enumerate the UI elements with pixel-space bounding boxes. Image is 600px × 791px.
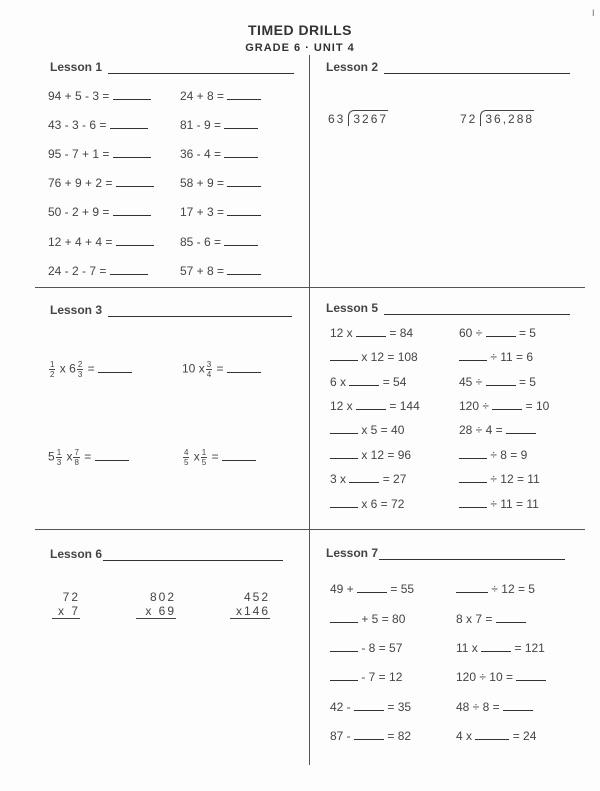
answer-blank[interactable] [516, 670, 546, 681]
answer-blank[interactable] [95, 450, 129, 461]
lesson-5-problem: 3 x = 27 [330, 472, 407, 486]
lesson-2-label: Lesson 2 [326, 60, 379, 74]
answer-blank[interactable] [330, 670, 358, 681]
lesson-1-problem: 17 + 3 = [180, 205, 261, 219]
answer-blank[interactable] [459, 350, 487, 361]
lesson-1-header [50, 60, 294, 74]
answer-blank[interactable] [496, 612, 526, 623]
lesson-7-problem: 42 - = 35 [330, 700, 412, 714]
lesson-1-problem: 76 + 9 + 2 = [48, 176, 154, 190]
lesson-5-problem: ÷ 8 = 9 [459, 448, 527, 462]
answer-blank[interactable] [224, 235, 258, 246]
lesson-5-name-line[interactable] [384, 302, 570, 315]
answer-blank[interactable] [349, 472, 379, 483]
answer-blank[interactable] [475, 729, 509, 740]
lesson-1-label: Lesson 1 [50, 60, 103, 74]
lesson-2-division-problem: 72 36,288 [460, 112, 535, 126]
lesson-3-label: Lesson 3 [50, 303, 103, 317]
answer-blank[interactable] [456, 582, 488, 593]
horizontal-divider-2 [35, 529, 585, 530]
lesson-2-division-problem: 63 3267 [328, 112, 389, 126]
vertical-divider [309, 55, 310, 765]
lesson-1-problem: 57 + 8 = [180, 264, 261, 278]
lesson-6-name-line[interactable] [103, 548, 283, 561]
lesson-7-problem: 4 x = 24 [456, 729, 537, 743]
lesson-7-name-line[interactable] [379, 547, 565, 560]
answer-blank[interactable] [227, 176, 261, 187]
lesson-1-problem: 24 - 2 - 7 = [48, 264, 148, 278]
answer-blank[interactable] [356, 326, 386, 337]
lesson-5-problem: 28 ÷ 4 = [459, 423, 536, 437]
answer-blank[interactable] [113, 147, 151, 158]
answer-blank[interactable] [354, 700, 384, 711]
answer-blank[interactable] [330, 350, 358, 361]
lesson-3-header [50, 303, 292, 317]
answer-blank[interactable] [224, 118, 258, 129]
answer-blank[interactable] [113, 89, 151, 100]
lesson-3-fraction-problem: $\frac{1}{2}$ x 6 $\frac{2}{3}$ = [48, 360, 132, 379]
lesson-5-problem: x 12 = 108 [330, 350, 418, 364]
lesson-2-name-line[interactable] [384, 61, 570, 74]
answer-blank[interactable] [116, 235, 154, 246]
lesson-7-problem: + 5 = 80 [330, 612, 405, 626]
worksheet-title: TIMED DRILLS [248, 22, 352, 38]
answer-blank[interactable] [330, 497, 358, 508]
answer-blank[interactable] [349, 375, 379, 386]
lesson-1-problem: 50 - 2 + 9 = [48, 205, 151, 219]
lesson-5-problem: x 6 = 72 [330, 497, 404, 511]
answer-blank[interactable] [227, 205, 261, 216]
lesson-5-problem: 120 ÷ = 10 [459, 399, 550, 413]
answer-blank[interactable] [330, 612, 358, 623]
answer-blank[interactable] [356, 399, 386, 410]
lesson-5-problem: ÷ 11 = 11 [459, 497, 539, 511]
lesson-1-problem: 36 - 4 = [180, 147, 258, 161]
horizontal-divider-1 [35, 287, 585, 288]
answer-blank[interactable] [330, 641, 358, 652]
answer-blank[interactable] [98, 362, 132, 373]
lesson-1-problem: 43 - 3 - 6 = [48, 118, 148, 132]
lesson-6-multiplication-problem: 452 x146 [230, 590, 270, 619]
answer-blank[interactable] [116, 176, 154, 187]
lesson-3-fraction-problem: 5 $\frac{1}{3}$ x $\frac{7}{8}$ = [48, 448, 129, 467]
lesson-6-multiplication-problem: 802 x 69 [136, 590, 176, 619]
lesson-6-multiplication-problem: 72 x 7 [52, 590, 80, 619]
lesson-5-label: Lesson 5 [326, 301, 379, 315]
answer-blank[interactable] [459, 472, 487, 483]
answer-blank[interactable] [330, 423, 358, 434]
lesson-5-problem: 60 ÷ = 5 [459, 326, 536, 340]
lesson-7-problem: - 7 = 12 [330, 670, 402, 684]
answer-blank[interactable] [357, 582, 387, 593]
lesson-1-problem: 24 + 8 = [180, 89, 261, 103]
answer-blank[interactable] [486, 326, 516, 337]
lesson-7-label: Lesson 7 [326, 546, 379, 560]
lesson-7-problem: 48 ÷ 8 = [456, 700, 533, 714]
lesson-7-header [326, 546, 565, 560]
answer-blank[interactable] [354, 729, 384, 740]
lesson-5-problem: 12 x = 144 [330, 399, 420, 413]
lesson-6-header [50, 547, 283, 561]
lesson-1-problem: 81 - 9 = [180, 118, 258, 132]
answer-blank[interactable] [227, 89, 261, 100]
lesson-1-name-line[interactable] [108, 61, 294, 74]
answer-blank[interactable] [110, 118, 148, 129]
lesson-5-problem: 45 ÷ = 5 [459, 375, 536, 389]
lesson-6-label: Lesson 6 [50, 547, 103, 561]
lesson-7-problem: 8 x 7 = [456, 612, 526, 626]
lesson-7-problem: ÷ 12 = 5 [456, 582, 535, 596]
lesson-1-problem: 95 - 7 + 1 = [48, 147, 151, 161]
lesson-5-problem: x 5 = 40 [330, 423, 404, 437]
answer-blank[interactable] [492, 399, 522, 410]
answer-blank[interactable] [222, 450, 256, 461]
answer-blank[interactable] [113, 205, 151, 216]
lesson-7-problem: 11 x = 121 [456, 641, 545, 655]
answer-blank[interactable] [506, 423, 536, 434]
lesson-7-problem: - 8 = 57 [330, 641, 402, 655]
answer-blank[interactable] [459, 497, 487, 508]
lesson-1-problem: 12 + 4 + 4 = [48, 235, 154, 249]
answer-blank[interactable] [503, 700, 533, 711]
lesson-1-problem: 58 + 9 = [180, 176, 261, 190]
lesson-7-problem: 87 - = 82 [330, 729, 412, 743]
lesson-1-problem: 85 - 6 = [180, 235, 258, 249]
worksheet-subtitle: GRADE 6 · UNIT 4 [245, 42, 355, 54]
lesson-5-problem: 12 x = 84 [330, 326, 414, 340]
lesson-3-fraction-problem: 10 x $\frac{3}{4}$ = [182, 360, 261, 379]
lesson-5-problem: ÷ 12 = 11 [459, 472, 540, 486]
answer-blank[interactable] [227, 362, 261, 373]
lesson-5-problem: ÷ 11 = 6 [459, 350, 533, 364]
lesson-5-problem: 6 x = 54 [330, 375, 407, 389]
lesson-3-name-line[interactable] [108, 304, 292, 317]
corner-mark: I [592, 8, 595, 18]
answer-blank[interactable] [224, 147, 258, 158]
lesson-7-problem: 49 + = 55 [330, 582, 415, 596]
answer-blank[interactable] [481, 641, 511, 652]
lesson-5-problem: x 12 = 96 [330, 448, 411, 462]
lesson-2-header [326, 60, 570, 74]
answer-blank[interactable] [110, 264, 148, 275]
lesson-1-problem: 94 + 5 - 3 = [48, 89, 151, 103]
answer-blank[interactable] [486, 375, 516, 386]
lesson-5-header [326, 301, 570, 315]
answer-blank[interactable] [227, 264, 261, 275]
lesson-7-problem: 120 ÷ 10 = [456, 670, 546, 684]
lesson-3-fraction-problem: $\frac{4}{5}$ x $\frac{1}{5}$ = [182, 448, 256, 467]
answer-blank[interactable] [330, 448, 358, 459]
answer-blank[interactable] [459, 448, 487, 459]
